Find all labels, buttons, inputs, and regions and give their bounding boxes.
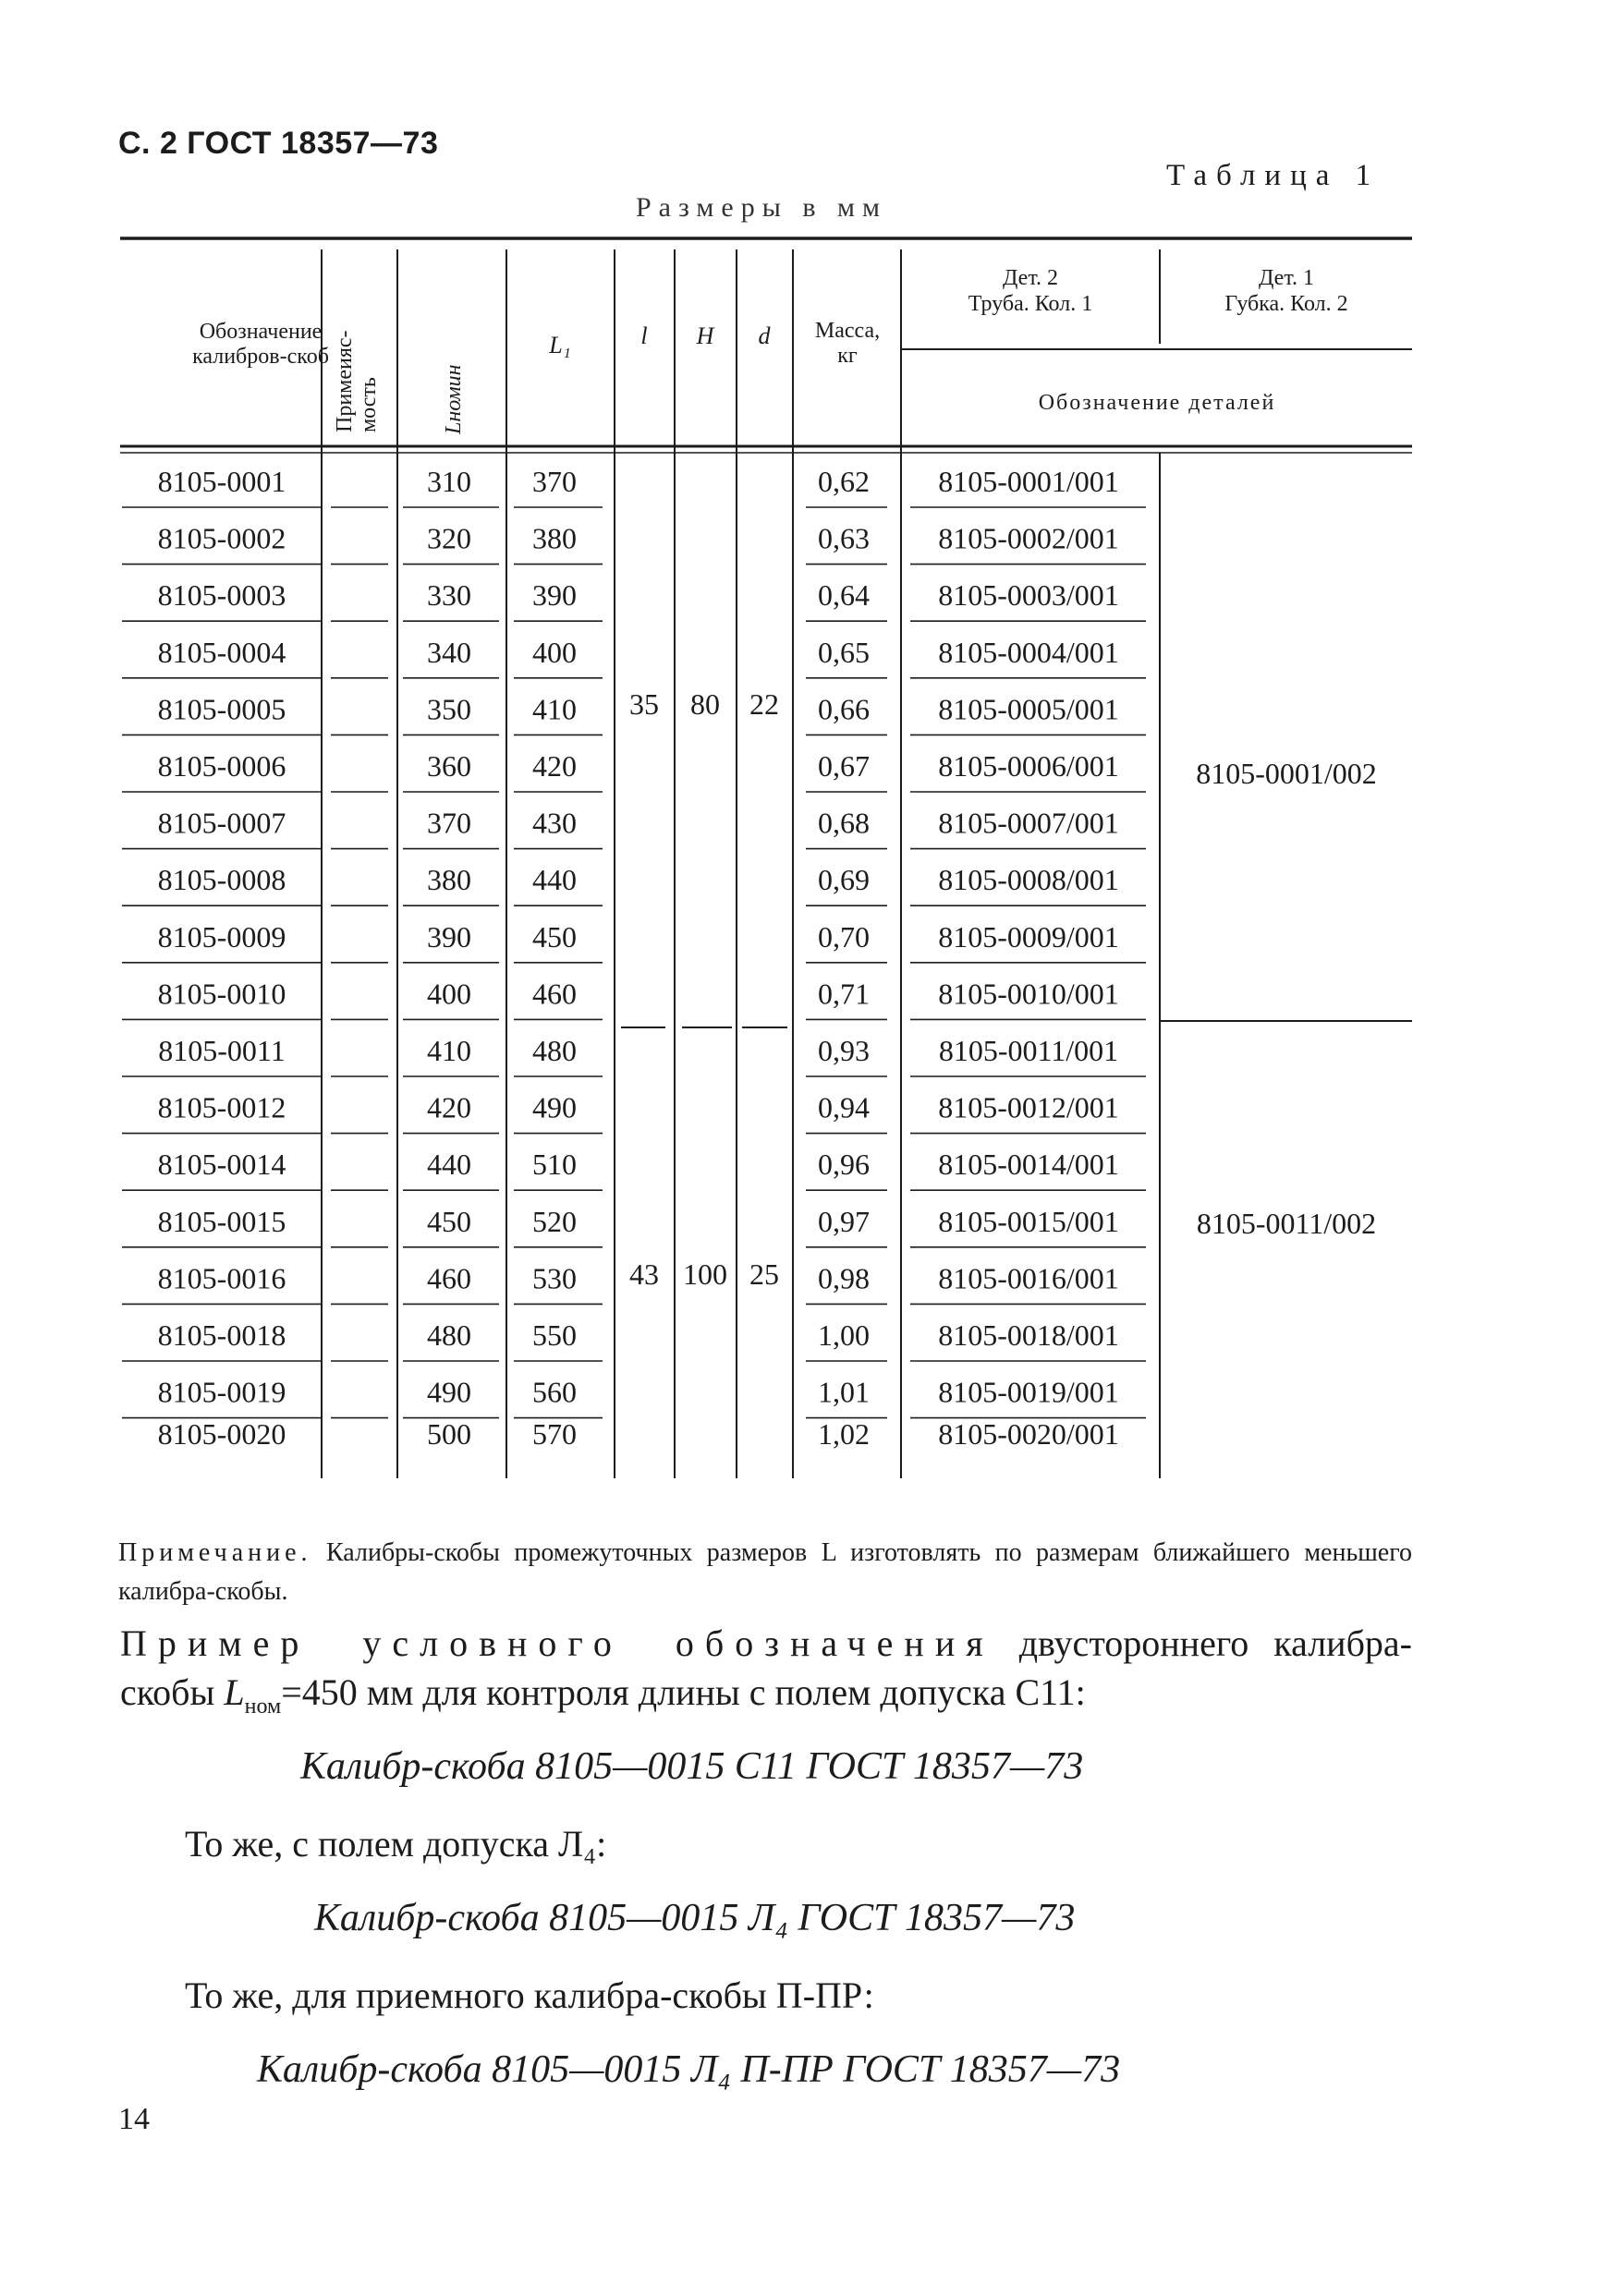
cell-designation: 8105-0007 xyxy=(157,806,286,840)
table-units: Размеры в мм xyxy=(636,192,888,223)
table-row xyxy=(158,807,1119,840)
header-l-nom: Lномин xyxy=(442,364,466,434)
table-row xyxy=(158,1417,1119,1451)
table-row xyxy=(158,863,1119,896)
cell-designation: 8105-0008 xyxy=(157,863,286,897)
cell-L1: 440 xyxy=(532,863,577,897)
cell-mass: 1,00 xyxy=(818,1318,870,1352)
cell-mass: 0,93 xyxy=(818,1034,870,1067)
table-row xyxy=(158,1205,1119,1238)
header-det2-2: Труба. Кол. 1 xyxy=(968,292,1093,316)
cell-mass: 0,97 xyxy=(818,1204,870,1238)
cell-mass: 0,67 xyxy=(818,749,870,783)
cell-L1: 520 xyxy=(532,1204,577,1238)
cell-mass: 0,71 xyxy=(818,977,870,1011)
cell-L1: 550 xyxy=(532,1318,577,1352)
cell-mass: 0,62 xyxy=(818,465,870,498)
group1-H: 80 xyxy=(690,687,720,721)
cell-l-nom: 380 xyxy=(427,863,471,897)
cell-designation: 8105-0015 xyxy=(157,1204,286,1238)
table-row xyxy=(158,1376,1119,1409)
table-body xyxy=(158,465,1119,1451)
header-applicability-1: Примеияс- xyxy=(333,330,357,432)
cell-designation: 8105-0016 xyxy=(157,1261,286,1295)
cell-L1: 510 xyxy=(532,1148,577,1182)
table-note xyxy=(118,1534,1412,1611)
cell-pipe: 8105-0009/001 xyxy=(938,919,1119,954)
header-det1-2: Губка. Кол. 2 xyxy=(1224,292,1348,316)
cell-L1: 460 xyxy=(532,977,577,1011)
cell-L1: 560 xyxy=(532,1375,577,1409)
cell-mass: 0,63 xyxy=(818,521,870,555)
table-row xyxy=(158,522,1119,555)
cell-l-nom: 450 xyxy=(427,1204,471,1238)
cell-designation: 8105-0006 xyxy=(157,749,286,783)
cell-pipe: 8105-0011/001 xyxy=(938,1034,1119,1067)
cell-pipe: 8105-0007/001 xyxy=(938,806,1119,840)
cell-pipe: 8105-0001/001 xyxy=(938,465,1119,498)
cell-pipe: 8105-0014/001 xyxy=(938,1148,1119,1182)
example-symbol-sub: ном xyxy=(244,1695,282,1719)
cell-l-nom: 500 xyxy=(427,1417,471,1452)
example-text-a: двустороннего калибра-скобы xyxy=(120,1622,1413,1713)
header-mass-1: Масса, xyxy=(814,319,881,343)
cell-l-nom: 440 xyxy=(427,1148,471,1182)
cell-pipe: 8105-0015/001 xyxy=(938,1204,1119,1238)
cell-mass: 1,02 xyxy=(818,1417,870,1452)
header-H: H xyxy=(696,322,714,349)
cell-mass: 0,68 xyxy=(818,806,870,840)
cell-l-nom: 480 xyxy=(427,1318,471,1352)
cell-designation: 8105-0011 xyxy=(158,1034,286,1067)
cell-L1: 480 xyxy=(532,1034,577,1067)
cell-L1: 490 xyxy=(532,1090,577,1124)
cell-L1: 530 xyxy=(532,1261,577,1295)
table-row xyxy=(158,1091,1119,1124)
header-parts: Обозначение деталей xyxy=(1038,391,1276,415)
cell-mass: 0,65 xyxy=(818,635,870,669)
header-d: d xyxy=(758,322,771,349)
header-designation-1: Обозначение xyxy=(199,320,323,344)
cell-l-nom: 340 xyxy=(427,635,471,669)
cell-mass: 1,01 xyxy=(818,1375,870,1409)
cell-mass: 0,70 xyxy=(818,919,870,954)
cell-L1: 430 xyxy=(532,806,577,840)
group2-H: 100 xyxy=(683,1257,727,1291)
cell-designation: 8105-0012 xyxy=(157,1090,286,1124)
table-row xyxy=(158,1148,1119,1181)
cell-designation: 8105-0005 xyxy=(157,692,286,726)
cell-L1: 400 xyxy=(532,635,577,669)
group1-d: 22 xyxy=(749,687,779,721)
page-number: 14 xyxy=(118,2102,150,2136)
note-label: Примечание. xyxy=(118,1538,312,1567)
cell-pipe: 8105-0012/001 xyxy=(938,1090,1119,1124)
cell-l-nom: 400 xyxy=(427,977,471,1011)
header-designation-2: калибров-скоб xyxy=(192,345,329,369)
cell-pipe: 8105-0018/001 xyxy=(938,1318,1119,1352)
table-row xyxy=(158,920,1119,954)
cell-designation: 8105-0019 xyxy=(157,1375,286,1409)
cell-mass: 0,98 xyxy=(818,1261,870,1295)
cell-pipe: 8105-0005/001 xyxy=(938,692,1119,726)
example-text-b: =450 мм для контроля длины с полем допуска С11: xyxy=(281,1671,1086,1713)
cell-mass: 0,66 xyxy=(818,692,870,726)
cell-pipe: 8105-0008/001 xyxy=(938,863,1119,897)
table-row xyxy=(158,1034,1118,1067)
same-note-1: То же, с полем допуска Л₄: xyxy=(185,1823,607,1865)
cell-pipe: 8105-0016/001 xyxy=(938,1261,1119,1295)
table-row xyxy=(158,636,1119,669)
header-det1-1: Дет. 1 xyxy=(1259,266,1314,290)
cell-designation: 8105-0002 xyxy=(157,521,286,555)
page-header: С. 2 ГОСТ 18357—73 xyxy=(118,126,439,161)
table-row xyxy=(158,977,1119,1010)
cell-l-nom: 360 xyxy=(427,749,471,783)
designation-example-1: Калибр-скоба 8105—0015 С11 ГОСТ 18357—73 xyxy=(300,1745,1084,1788)
cell-designation: 8105-0014 xyxy=(157,1148,286,1182)
cell-designation: 8105-0020 xyxy=(157,1417,286,1452)
cell-l-nom: 330 xyxy=(427,578,471,613)
cell-designation: 8105-0010 xyxy=(157,977,286,1011)
cell-l-nom: 490 xyxy=(427,1375,471,1409)
cell-mass: 0,69 xyxy=(818,863,870,897)
cell-pipe: 8105-0002/001 xyxy=(938,521,1119,555)
cell-l-nom: 390 xyxy=(427,919,471,954)
cell-mass: 0,94 xyxy=(818,1090,870,1124)
cell-pipe: 8105-0006/001 xyxy=(938,749,1119,783)
table-row xyxy=(158,749,1119,783)
cell-l-nom: 310 xyxy=(427,465,471,498)
cell-designation: 8105-0009 xyxy=(157,919,286,954)
cell-mass: 0,64 xyxy=(818,578,870,613)
cell-L1: 380 xyxy=(532,521,577,555)
cell-pipe: 8105-0020/001 xyxy=(938,1417,1119,1452)
cell-l-nom: 420 xyxy=(427,1090,471,1124)
cell-pipe: 8105-0010/001 xyxy=(938,977,1119,1011)
table-caption: Таблица 1 xyxy=(1166,159,1381,192)
same-note-2: То же, для приемного калибра-скобы П-ПР: xyxy=(185,1974,874,2016)
cell-l-nom: 370 xyxy=(427,806,471,840)
cell-l-nom: 350 xyxy=(427,692,471,726)
example-lead: Пример условного обозначения xyxy=(120,1622,994,1664)
header-L1: L₁ xyxy=(549,332,571,358)
designation-example-3: Калибр-скоба 8105—0015 Л₄ П-ПР ГОСТ 18357—73 xyxy=(257,2048,1121,2091)
group1-jaw: 8105-0001/002 xyxy=(1196,757,1377,790)
example-symbol: L xyxy=(224,1671,245,1713)
designation-example-2: Калибр-скоба 8105—0015 Л₄ ГОСТ 18357—73 xyxy=(314,1897,1076,1939)
note-text: Калибры-скобы промежуточных размеров L изготовлять по размерам ближайшего меньшего калибра-скобы. xyxy=(118,1538,1413,1606)
header-l: l xyxy=(640,322,648,349)
header-applicability-2: мость xyxy=(357,377,381,432)
cell-mass: 0,96 xyxy=(818,1148,870,1182)
table-row xyxy=(158,465,1119,498)
cell-L1: 410 xyxy=(532,692,577,726)
cell-pipe: 8105-0003/001 xyxy=(938,578,1119,613)
table-row xyxy=(158,1318,1119,1352)
cell-l-nom: 460 xyxy=(427,1261,471,1295)
cell-L1: 370 xyxy=(532,465,577,498)
cell-designation: 8105-0018 xyxy=(157,1318,286,1352)
cell-pipe: 8105-0004/001 xyxy=(938,635,1119,669)
cell-L1: 450 xyxy=(532,919,577,954)
group1-l: 35 xyxy=(629,687,659,721)
cell-l-nom: 410 xyxy=(427,1034,471,1067)
cell-pipe: 8105-0019/001 xyxy=(938,1375,1119,1409)
header-mass-2: кг xyxy=(837,344,858,368)
cell-L1: 420 xyxy=(532,749,577,783)
table-row xyxy=(158,578,1119,612)
cell-designation: 8105-0001 xyxy=(157,465,286,498)
cell-L1: 570 xyxy=(532,1417,577,1452)
cell-L1: 390 xyxy=(532,578,577,613)
group2-l: 43 xyxy=(629,1257,659,1291)
group2-jaw: 8105-0011/002 xyxy=(1196,1207,1377,1240)
example-paragraph xyxy=(120,1619,1412,1731)
cell-designation: 8105-0003 xyxy=(157,578,286,613)
cell-designation: 8105-0004 xyxy=(157,635,286,669)
group2-d: 25 xyxy=(749,1257,779,1291)
cell-l-nom: 320 xyxy=(427,521,471,555)
header-det2-1: Дет. 2 xyxy=(1003,266,1058,290)
